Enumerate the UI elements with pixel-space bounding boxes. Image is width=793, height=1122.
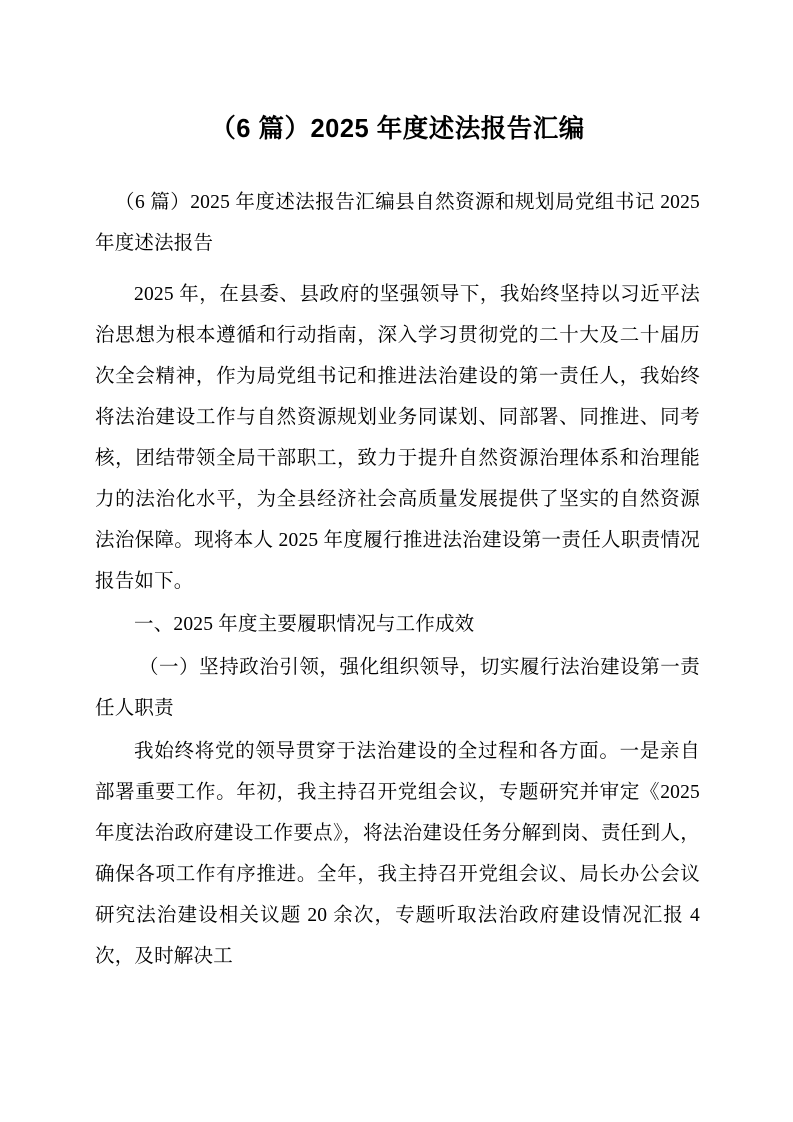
paragraph-spacer	[95, 266, 700, 274]
paragraph-subsection-one-heading: （一）坚持政治引领，强化组织领导，切实履行法治建设第一责任人职责	[95, 657, 700, 720]
paragraph-subsection-one-body: 我始终将党的领导贯穿于法治建设的全过程和各方面。一是亲自部署重要工作。年初，我主持召开党组会议，专题研究并审定《2025 年度法治政府建设工作要点》，将法治建设任务分解到岗、责任到人，确保各项工作有序推进。全年，我主持召开党组会议、局长办公会议研究法治建设相关议题 20 余次，专题听取法治政府建设情况汇报 4 次，及时解决工	[95, 741, 700, 968]
paragraph-section-one-heading: 一、2025 年度主要履职情况与工作成效	[134, 614, 475, 636]
document-body	[95, 110, 700, 979]
page-title: （6 篇）2025 年度述法报告汇编	[210, 115, 585, 143]
paragraph-opening-statement: 2025 年，在县委、县政府的坚强领导下，我始终坚持以习近平法治思想为根本遵循和行动指南，深入学习贯彻党的二十大及二十届历次全会精神，作为局党组书记和推进法治建设的第一责任人，我始终将法治建设工作与自然资源规划业务同谋划、同部署、同推进、同考核，团结带领全局干部职工，致力于提升自然资源治理体系和治理能力的法治化水平，为全县经济社会高质量发展提供了坚实的自然资源法治保障。现将本人 2025 年度履行推进法治建设第一责任人职责情况报告如下。	[95, 284, 700, 593]
paragraph-intro-heading: （6 篇）2025 年度述法报告汇编县自然资源和规划局党组书记 2025 年度述法报告	[95, 192, 700, 255]
